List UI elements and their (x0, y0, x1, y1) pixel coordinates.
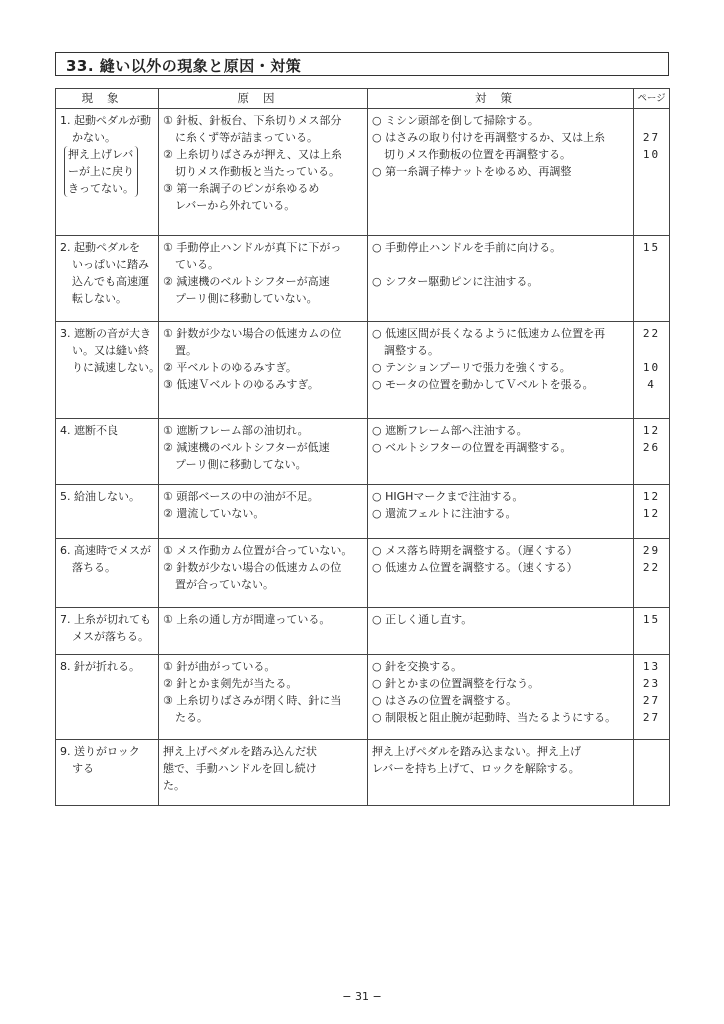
cause-line: ② 針数が少ない場合の低速カムの位 (163, 561, 342, 574)
page-ref: 26 (642, 441, 661, 454)
phenomenon-line: メスが落ちる。 (72, 630, 149, 643)
page-ref: 15 (642, 613, 661, 626)
page-ref-cell (634, 109, 670, 236)
cause-line: 置。 (175, 344, 197, 357)
table-row (56, 608, 670, 655)
remedy-line: ○ 手動停止ハンドルを手前に向ける。 (372, 241, 562, 254)
remedy-line: ○ メス落ち時期を調整する。（遅くする） (372, 544, 578, 557)
cause-line: 切りメス作動板と当たっている。 (175, 165, 340, 178)
cause-line: ③ 第一糸調子のピンが糸ゆるめ (163, 182, 320, 195)
phenomenon-line: 9. 送りがロック (60, 745, 140, 758)
remedy-line: ○ 低速カム位置を調整する。（速くする） (372, 561, 578, 574)
cause-cell (159, 419, 368, 485)
phenomenon-note-line: 押え上げレバ (68, 148, 134, 161)
cause-cell (159, 740, 368, 806)
page-ref: 12 (642, 490, 661, 503)
phenomenon-line: 7. 上糸が切れても (60, 613, 151, 626)
page-ref (638, 112, 665, 129)
remedy-line: ○ 低速区間が長くなるように低速カム位置を再 (372, 327, 606, 340)
phenomenon-cell (56, 485, 159, 539)
page-ref-cell (634, 236, 670, 322)
remedy-line: ○ はさみの位置を調整する。 (372, 694, 518, 707)
cause-cell (159, 485, 368, 539)
cause-line: たる。 (175, 711, 208, 724)
page-ref-cell (634, 539, 670, 608)
page-ref: 10 (642, 148, 661, 161)
page-ref (638, 342, 665, 359)
cause-line: ① 針数が少ない場合の低速カムの位 (163, 327, 342, 340)
page-ref (638, 743, 665, 760)
phenomenon-cell (56, 539, 159, 608)
table-row (56, 236, 670, 322)
page-ref: 22 (642, 327, 661, 340)
page-ref: 23 (642, 677, 661, 690)
phenomenon-cell (56, 655, 159, 740)
phenomenon-line: する (72, 762, 94, 775)
cause-line: ① メス作動カム位置が合っていない。 (163, 544, 353, 557)
phenomenon-cell (56, 419, 159, 485)
remedy-line: ○ 遮断フレーム部へ注油する。 (372, 424, 528, 437)
page-ref: 27 (642, 131, 661, 144)
cause-cell (159, 655, 368, 740)
phenomenon-line: かない。 (72, 131, 116, 144)
phenomenon-line: 3. 遮断の音が大き (60, 327, 151, 340)
remedy-line: ○ 針とかまの位置調整を行なう。 (372, 677, 540, 690)
phenomenon-cell (56, 608, 159, 655)
phenomenon-cell (56, 236, 159, 322)
page-number: − 31 − (342, 990, 382, 1003)
page-ref: 15 (642, 241, 661, 254)
remedy-cell (368, 236, 634, 322)
remedy-cell (368, 109, 634, 236)
table-row (56, 539, 670, 608)
page-ref-cell (634, 419, 670, 485)
cause-line: プーリ側に移動してない。 (175, 458, 307, 471)
phenomenon-cell (56, 109, 159, 236)
phenomenon-cell (56, 740, 159, 806)
page-ref: 4 (647, 378, 656, 391)
phenomenon-line: い。又は縫い終 (72, 344, 149, 357)
remedy-cell (368, 419, 634, 485)
page-ref: 10 (642, 361, 661, 374)
remedy-line: レバーを持ち上げて、ロックを解除する。 (372, 762, 580, 775)
page-ref: 12 (642, 424, 661, 437)
page-ref: 12 (642, 507, 661, 520)
cause-line: ② 減速機のベルトシフターが低速 (163, 441, 330, 454)
table-header-row (56, 89, 670, 109)
remedy-line: ○ モータの位置を動かしてＶベルトを張る。 (372, 378, 594, 391)
phenomenon-line: りに減速しない。 (72, 361, 160, 374)
cause-line: に糸くず等が詰まっている。 (175, 131, 318, 144)
cause-line: ている。 (175, 258, 219, 271)
cause-line: 態で、手動ハンドルを回し続け (163, 762, 317, 775)
cause-line: ① 針が曲がっている。 (163, 660, 276, 673)
phenomenon-line: 1. 起動ペダルが動 (60, 114, 151, 127)
table-row (56, 322, 670, 419)
cause-line: 押え上げペダルを踏み込んだ状 (163, 745, 317, 758)
phenomenon-line: 2. 起動ペダルを (60, 241, 140, 254)
phenomenon-note-line: ーが上に戻り (68, 165, 134, 178)
page-ref: 27 (642, 711, 661, 724)
page-ref: 27 (642, 694, 661, 707)
cause-line: ① 遮断フレーム部の油切れ。 (163, 424, 309, 437)
cause-cell (159, 109, 368, 236)
remedy-line: ○ HIGHマークまで注油する。 (372, 490, 524, 503)
page-ref-cell (634, 655, 670, 740)
cause-line: ③ 低速Ｖベルトのゆるみすぎ。 (163, 378, 319, 391)
table-row (56, 740, 670, 806)
cause-line: 置が合っていない。 (175, 578, 274, 591)
remedy-cell (368, 322, 634, 419)
remedy-line: ○ テンションプーリで張力を強くする。 (372, 361, 571, 374)
remedy-cell (368, 485, 634, 539)
remedy-line: ○ シフター駆動ピンに注油する。 (372, 275, 539, 288)
cause-cell (159, 236, 368, 322)
table-row (56, 419, 670, 485)
header-remedy: 対策 (368, 89, 634, 109)
phenomenon-line: 込んでも高速運 (72, 275, 149, 288)
phenomenon-line: 4. 遮断不良 (60, 424, 118, 437)
phenomenon-line: 落ちる。 (72, 561, 116, 574)
header-cause: 原因 (159, 89, 368, 109)
page-ref: 22 (642, 561, 661, 574)
phenomenon-note-line: きってない。 (68, 182, 134, 195)
phenomenon-line: 8. 針が折れる。 (60, 660, 140, 673)
remedy-line: 切りメス作動板の位置を再調整する。 (384, 148, 571, 161)
cause-line: レバーから外れている。 (175, 199, 296, 212)
cause-line: ① 針板、針板台、下糸切りメス部分 (163, 114, 342, 127)
cause-cell (159, 322, 368, 419)
cause-line: ② 減速機のベルトシフターが高速 (163, 275, 330, 288)
cause-line: ② 上糸切りばさみが押え、又は上糸 (163, 148, 343, 161)
phenomenon-line: 6. 高速時でメスが (60, 544, 151, 557)
cause-line: ① 上糸の通し方が間違っている。 (163, 613, 331, 626)
remedy-line: ○ 正しく通し直す。 (372, 613, 473, 626)
troubleshooting-table (55, 88, 670, 806)
cause-cell (159, 608, 368, 655)
remedy-cell (368, 740, 634, 806)
phenomenon-line: 転しない。 (72, 292, 127, 305)
header-phenomenon: 現象 (56, 89, 159, 109)
cause-line: た。 (163, 779, 185, 792)
page-ref-cell (634, 485, 670, 539)
page-ref: 29 (642, 544, 661, 557)
table-body (56, 109, 670, 806)
remedy-cell (368, 539, 634, 608)
cause-cell (159, 539, 368, 608)
remedy-line: ○ はさみの取り付けを再調整するか、又は上糸 (372, 131, 606, 144)
phenomenon-line: いっぱいに踏み (72, 258, 149, 271)
section-title: 33. 縫い以外の現象と原因・対策 (66, 57, 302, 75)
remedy-line: ○ 制限板と阻止腕が起動時、当たるようにする。 (372, 711, 617, 724)
phenomenon-line: 5. 給油しない。 (60, 490, 140, 503)
page-ref: 13 (642, 660, 661, 673)
section-title-box (55, 52, 669, 76)
remedy-cell (368, 655, 634, 740)
remedy-line: ○ 針を交換する。 (372, 660, 463, 673)
remedy-line (372, 256, 629, 273)
remedy-cell (368, 608, 634, 655)
cause-line: ② 針とかま剣先が当たる。 (163, 677, 298, 690)
cause-line: ① 頭部ベースの中の油が不足。 (163, 490, 319, 503)
table-row (56, 485, 670, 539)
remedy-line: ○ ミシン頭部を倒して掃除する。 (372, 114, 539, 127)
table-row (56, 655, 670, 740)
remedy-line: ○ 第一糸調子棒ナットをゆるめ、再調整 (372, 165, 572, 178)
remedy-line: ○ ベルトシフターの位置を再調整する。 (372, 441, 572, 454)
remedy-line: ○ 還流フェルトに注油する。 (372, 507, 517, 520)
cause-line: ② 還流していない。 (163, 507, 265, 520)
remedy-line: 調整する。 (384, 344, 439, 357)
table-row (56, 109, 670, 236)
header-page: ページ (634, 89, 670, 109)
cause-line: ③ 上糸切りばさみが閉く時、針に当 (163, 694, 342, 707)
page-ref-cell (634, 740, 670, 806)
cause-line: ② 平ベルトのゆるみすぎ。 (163, 361, 297, 374)
cause-line: プーリ側に移動していない。 (175, 292, 318, 305)
remedy-line: 押え上げペダルを踏み込まない。押え上げ (372, 745, 581, 758)
phenomenon-note (64, 146, 138, 197)
page-ref-cell (634, 608, 670, 655)
cause-line: ① 手動停止ハンドルが真下に下がっ (163, 241, 342, 254)
page-ref-cell (634, 322, 670, 419)
phenomenon-cell (56, 322, 159, 419)
